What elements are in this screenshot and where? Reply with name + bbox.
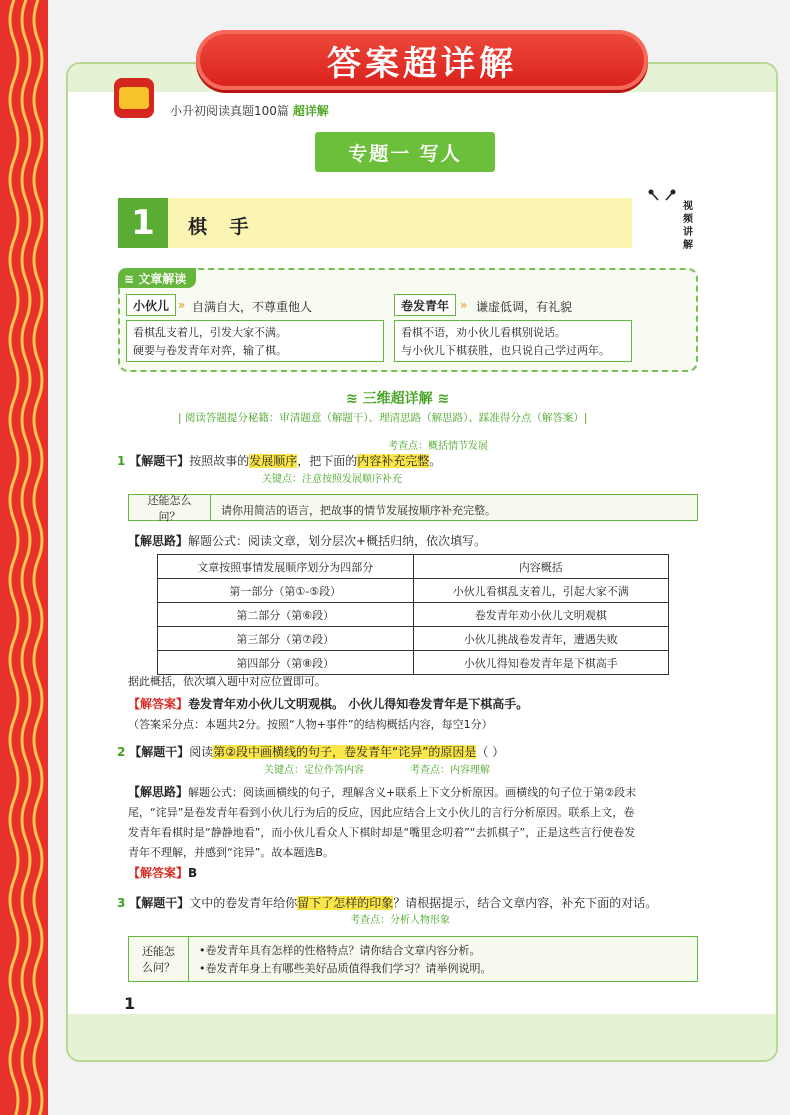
character-name: 卷发青年 (394, 294, 456, 316)
banner (196, 30, 648, 90)
alt-question-label: 还能怎么问？ (129, 495, 211, 520)
hint-note: 关键点：注意按照发展顺序补充 (262, 474, 402, 485)
alt-question-box (128, 936, 698, 982)
arrow-icon: » (460, 298, 468, 312)
question-3: 3 【解题干】文中的卷发青年给你留下了怎样的印象？请根据提示，结合文章内容，补充下面的对话。 (117, 896, 658, 910)
summary-label: ≋ 文章解读 (118, 268, 196, 288)
hint-note: 考查点：分析人物形象 (350, 915, 450, 926)
character-desc: 看棋乱支着儿，引发大家不满。 硬要与卷发青年对弈，输了棋。 (126, 320, 384, 362)
topic-title: 专题一 写人 (315, 132, 495, 172)
question-1: 1 【解题干】按照故事的发展顺序，把下面的内容补充完整。 (117, 454, 442, 468)
table-header: 文章按照事情发展顺序划分为四部分 (158, 555, 414, 579)
alt-question-text: •卷发青年具有怎样的性格特点？请你结合文章内容分析。 •卷发青年身上有哪些美好品质值得我们学习？请举例说明。 (199, 944, 492, 975)
table-row: 第四部分（第⑧段） 小伙儿得知卷发青年是下棋高手 (158, 651, 669, 675)
character-desc: 看棋不语，劝小伙儿看棋别说话。 与小伙儿下棋获胜，也只说自己学过两年。 (394, 320, 632, 362)
hint-note: 关键点：定位作答内容 (264, 765, 364, 776)
decorative-left-border (0, 0, 48, 1115)
lesson-title: 棋 手 (188, 216, 257, 238)
score-note: （答案采分点：本题共2分。按照“人物+事件”的结构概括内容，每空1分） (128, 718, 493, 731)
think-line: 【解思路】解题公式：阅读文章，划分层次+概括归纳，依次填写。 (128, 534, 487, 548)
banner-title: 答案超详解 (327, 43, 517, 84)
answer-line: 【解答案】B (128, 866, 198, 880)
alt-question-text: 请你用简洁的语言，把故事的情节发展按顺序补充完整。 (221, 504, 496, 517)
question-2: 2 【解题干】阅读第②段中画横线的句子，卷发青年“诧异”的原因是（ ） (117, 745, 505, 759)
think-paragraph: 【解思路】解题公式：阅读画横线的句子，理解含义+联系上下文分析原因。画横线的句子位于第②段末 尾，“诧异”是卷发青年看到小伙儿行为后的反应，因此应结合上文小伙儿的言行分析原因。联系上文，卷 发青年看棋时是“静静地看”，而小伙儿看众人下棋时却是“嘴里念叨着”“去抓棋子”，正是这些言行使卷发 青年不理解，并感到“诧异”。故本题选B。 (128, 785, 637, 859)
arrow-icon: » (178, 298, 186, 312)
character-name: 小伙儿 (126, 294, 176, 316)
video-qr-icon[interactable] (647, 188, 677, 202)
page-number: 1 (124, 994, 136, 1013)
book-title: 小升初阅读真题100篇 超详解 (170, 104, 329, 118)
section-title: ≋ 三维超详解 ≋ (346, 391, 450, 407)
character-trait: 自满自大，不尊重他人 (192, 300, 313, 314)
alt-question-box (128, 494, 698, 521)
table-row: 第一部分（第①-⑤段） 小伙儿看棋乱支着儿，引起大家不满 (158, 579, 669, 603)
publisher-logo-icon (114, 78, 154, 118)
alt-question-label: 还能怎么问？ (129, 937, 189, 981)
section-subtitle: | 阅读答题提分秘籍：审清题意（解题干）、理清思路（解思路）、踩准得分点（解答案）| (178, 412, 588, 424)
after-table-text: 据此概括，依次填入题中对应位置即可。 (128, 675, 326, 688)
table-row: 第二部分（第⑥段） 卷发青年劝小伙儿文明观棋 (158, 603, 669, 627)
lesson-number: 1 (118, 198, 168, 248)
table-row: 第三部分（第⑦段） 小伙儿挑战卷发青年，遭遇失败 (158, 627, 669, 651)
table-header: 内容概括 (413, 555, 669, 579)
page-bottom-decoration (68, 1014, 776, 1060)
answer-line: 【解答案】卷发青年劝小伙儿文明观棋。 小伙儿得知卷发青年是下棋高手。 (128, 697, 529, 711)
video-explain-label[interactable]: 视频讲解 (683, 201, 693, 251)
hint-note: 考查点：内容理解 (410, 765, 490, 776)
summary-table (157, 554, 669, 675)
character-trait: 谦虚低调，有礼貌 (476, 300, 573, 314)
hint-note: 考查点：概括情节发展 (388, 441, 488, 452)
